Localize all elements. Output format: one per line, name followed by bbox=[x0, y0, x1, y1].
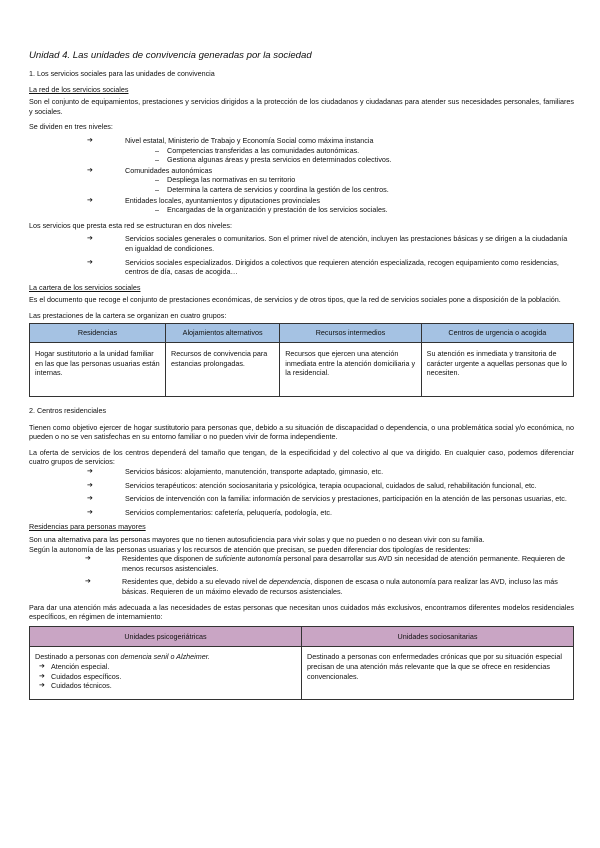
table-header: Unidades psicogeriátricas bbox=[30, 626, 302, 647]
paragraph: Se dividen en tres niveles: bbox=[29, 122, 113, 132]
subheading: La cartera de los servicios sociales bbox=[29, 282, 141, 292]
list-item: ➔ Servicios terapéuticos: atención sociosanitaria y psicológica, terapia ocupacional, cuidados de salud, rehabilitación funcional, etc. bbox=[29, 481, 574, 491]
table-header: Centros de urgencia o acogida bbox=[421, 324, 573, 343]
list-item bbox=[29, 166, 574, 195]
table-cell: Hogar sustitutorio a la unidad familiar en las que las personas usuarias están internas. bbox=[30, 343, 166, 397]
services-list bbox=[29, 467, 574, 517]
list-item bbox=[29, 136, 574, 165]
paragraph: Los servicios que presta esta red se estructuran en dos niveles: bbox=[29, 220, 232, 230]
table-cell: Recursos de convivencia para estancias prolongadas. bbox=[166, 343, 280, 397]
subheading: Residencias para personas mayores bbox=[29, 522, 146, 532]
table-cell: Recursos que ejercen una atención inmediata entre la atención domiciliaria y la residencial. bbox=[280, 343, 421, 397]
list-item-label: Entidades locales, ayuntamientos y diputaciones provinciales bbox=[125, 195, 320, 205]
list-item: ➔ Servicios complementarios: cafetería, peluquería, podología, etc. bbox=[29, 508, 574, 518]
list-item: ➔ Atención especial. bbox=[35, 662, 296, 672]
list-item: ➔ Servicios básicos: alojamiento, manutención, transporte adaptado, gimnasio, etc. bbox=[29, 467, 574, 477]
paragraph: Es el documento que recoge el conjunto de prestaciones económicas, de servicios y de otros tipos, que la red de servicios sociales pone a disposición de la población. bbox=[29, 295, 561, 305]
list-item: ➔ Cuidados técnicos. bbox=[35, 681, 296, 691]
document-page bbox=[29, 50, 574, 709]
paragraph: Según la autonomía de las personas usuarias y los recursos de atención que precisan, se pueden diferenciar dos tipologías de residentes: bbox=[29, 544, 471, 554]
list-item: ➔ Residentes que disponen de suficiente autonomía personal para desarrollar sus AVD sin necesidad de atención permanente. Requieren de menos recursos asistenciales. bbox=[29, 554, 574, 573]
section-heading: 2. Centros residenciales bbox=[29, 406, 107, 416]
paragraph: La oferta de servicios de los centros dependerá del tamaño que tengan, de la especificidad y del colectivo al que va dirigido. En cualquier caso, podemos diferenciar cuatro grupos de servicios: bbox=[29, 447, 574, 467]
subheading: La red de los servicios sociales bbox=[29, 84, 129, 94]
table-cell: Su atención es inmediata y transitoria de carácter urgente a aquellas personas que lo necesiten. bbox=[421, 343, 573, 397]
table-header: Unidades sociosanitarias bbox=[302, 626, 574, 647]
list-item: ➔ Residentes que, debido a su elevado nivel de dependencia, disponen de escasa o nula autonomía para realizar las AVD, incluso las más básicas. Requieren de un máximo elevado de recursos asistenciales. bbox=[29, 577, 574, 596]
paragraph: Son una alternativa para las personas mayores que no tienen autosuficiencia para vivir solas y que no pueden o no desean vivir con su familia. bbox=[29, 535, 485, 544]
list-item: ➔ Servicios de intervención con la familia: información de servicios y prestaciones, participación en la atención de las personas usuarias, etc. bbox=[29, 494, 574, 504]
section-heading: 1. Los servicios sociales para las unidades de convivencia bbox=[29, 69, 215, 78]
list-item: ➔ Servicios sociales especializados. Dirigidos a colectivos que requieren atención especializada, recogen equipamiento como residencias, centros de día, casas de acogida… bbox=[29, 258, 574, 277]
paragraph: Para dar una atención más adecuada a las necesidades de estas personas que necesitan unos cuidados más exclusivos, encontramos diferentes modelos residenciales específicos, en régimen de internamiento: bbox=[29, 602, 574, 622]
list-item: ➔ Servicios sociales generales o comunitarios. Son el primer nivel de atención, incluyen las prestaciones básicas y se dirigen a la ciudadanía en igualdad de condiciones. bbox=[29, 234, 574, 253]
paragraph: Tienen como objetivo ejercer de hogar sustitutorio para personas que, debido a su situación de discapacidad o dependencia, o una problemática social y/o económica, no pueden o no se ven satisfechas en su entorno familiar o no pueden vivir de forma independiente. bbox=[29, 422, 574, 442]
paragraph: Las prestaciones de la cartera se organizan en cuatro grupos: bbox=[29, 310, 227, 320]
list-subitem: – Competencias transferidas a las comunidades autonómicas. bbox=[125, 146, 574, 156]
residential-models-table bbox=[29, 626, 574, 701]
list-item: ➔ Cuidados específicos. bbox=[35, 672, 296, 682]
resident-types-list bbox=[29, 554, 574, 596]
list-subitem: – Determina la cartera de servicios y coordina la gestión de los centros. bbox=[125, 185, 574, 195]
table-header: Recursos intermedios bbox=[280, 324, 421, 343]
services-portfolio-table bbox=[29, 323, 574, 397]
table-cell: Destinado a personas con demencia senil o Alzheimer. ➔ Atención especial. ➔ Cuidados específicos. ➔ Cuidados técnicos. bbox=[30, 647, 302, 700]
list-subitem: – Encargadas de la organización y prestación de los servicios sociales. bbox=[125, 205, 574, 215]
list-item-label: Nivel estatal, Ministerio de Trabajo y Economía Social como máxima instancia bbox=[125, 135, 374, 145]
levels-list bbox=[29, 136, 574, 215]
page-title: Unidad 4. Las unidades de convivencia generadas por la sociedad bbox=[29, 50, 312, 61]
table-header: Residencias bbox=[30, 324, 166, 343]
list-item-label: Comunidades autonómicas bbox=[125, 165, 213, 175]
list-subitem: – Gestiona algunas áreas y presta servicios en determinados colectivos. bbox=[125, 155, 574, 165]
list-subitem: – Despliega las normativas en su territorio bbox=[125, 175, 574, 185]
list-item bbox=[29, 196, 574, 215]
table-header: Alojamientos alternativos bbox=[166, 324, 280, 343]
table-cell: Destinado a personas con enfermedades crónicas que por su situación especial precisan de una atención más relevante que la que se ofrece en residencias convencionales. bbox=[302, 647, 574, 700]
paragraph: Son el conjunto de equipamientos, prestaciones y servicios dirigidos a la protección de los ciudadanos y ciudadanas para atender sus necesidades personales, familiares y sociales. bbox=[29, 97, 574, 116]
network-levels-list bbox=[29, 234, 574, 276]
